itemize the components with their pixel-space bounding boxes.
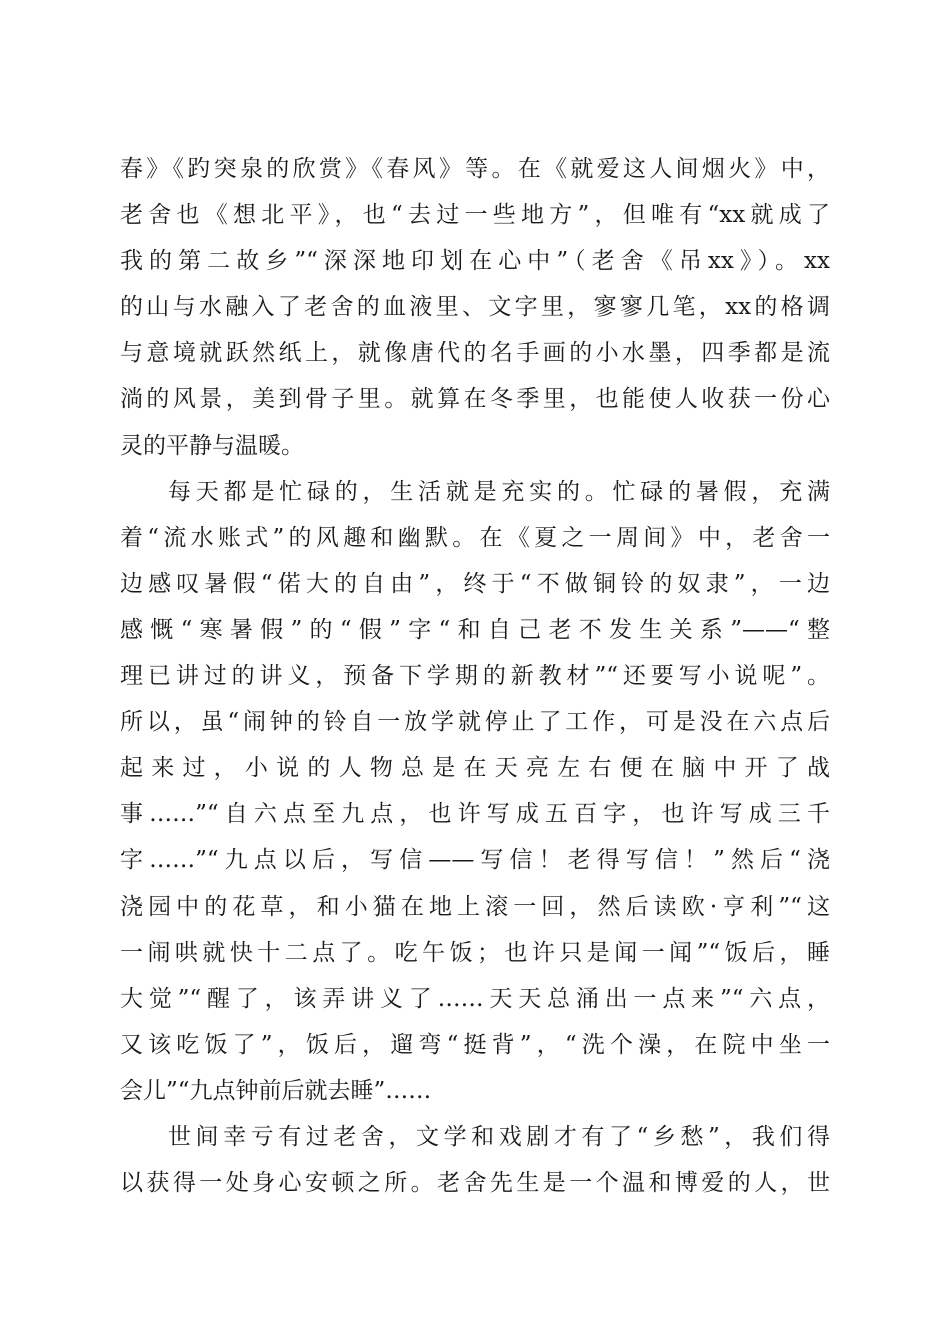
text-line: 以获得一处身心安顿之所。老舍先生是一个温和博爱的人，世: [120, 1170, 830, 1197]
text-line: 又该吃饭了”，饭后，遛弯“挺背”，“洗个澡，在院中坐一: [120, 1031, 830, 1058]
text-line: 理已讲过的讲义，预备下学期的新教材”“还要写小说呢”。: [120, 663, 830, 690]
paragraph-end-line: 会儿”“九点钟前后就去睡”……: [120, 1077, 432, 1104]
text-line: 起来过，小说的人物总是在天亮左右便在脑中开了战: [120, 755, 830, 782]
text-line: 的山与水融入了老舍的血液里、文字里，寥寥几笔，xx的格调: [120, 294, 830, 321]
text-line: 事……”“自六点至九点，也许写成五百字，也许写成三千: [120, 801, 830, 828]
text-line: 我的第二故乡”“深深地印划在心中”（老舍《吊xx》）。xx: [120, 248, 830, 275]
text-line: 浇园中的花草，和小猫在地上滚一回，然后读欧·亨利”“这: [120, 893, 830, 920]
text-line: 所以，虽“闹钟的铃自一放学就停止了工作，可是没在六点后: [120, 709, 830, 736]
body-text: [120, 146, 830, 1206]
text-line: 与意境就跃然纸上，就像唐代的名手画的小水墨，四季都是流: [120, 340, 830, 367]
text-line: 边感叹暑假“偌大的自由”，终于“不做铜铃的奴隶”，一边: [120, 570, 830, 597]
text-line: 字……”“九点以后，写信——写信！老得写信！”然后“浇: [120, 847, 830, 874]
text-line: 一闹哄就快十二点了。吃午饭；也许只是闻一闻”“饭后，睡: [120, 939, 830, 966]
text-line: 大觉”“醒了，该弄讲义了……天天总涌出一点来”“六点，: [120, 985, 830, 1012]
text-line: 老舍也《想北平》，也“去过一些地方”，但唯有“xx就成了: [120, 202, 830, 229]
text-line: 着“流水账式”的风趣和幽默。在《夏之一周间》中，老舍一: [120, 524, 830, 551]
paragraph-start-line: 世间幸亏有过老舍，文学和戏剧才有了“乡愁”，我们得: [168, 1123, 830, 1150]
text-line: 春》《趵突泉的欣赏》《春风》等。在《就爱这人间烟火》中，: [120, 156, 830, 182]
paragraph-end-line: 灵的平静与温暖。: [120, 432, 304, 459]
text-line: 感慨“寒暑假”的“假”字“和自己老不发生关系”——“整: [120, 616, 830, 643]
text-line: 淌的风景，美到骨子里。就算在冬季里，也能使人收获一份心: [120, 386, 830, 413]
paragraph-start-line: 每天都是忙碌的，生活就是充实的。忙碌的暑假，充满: [168, 478, 830, 505]
